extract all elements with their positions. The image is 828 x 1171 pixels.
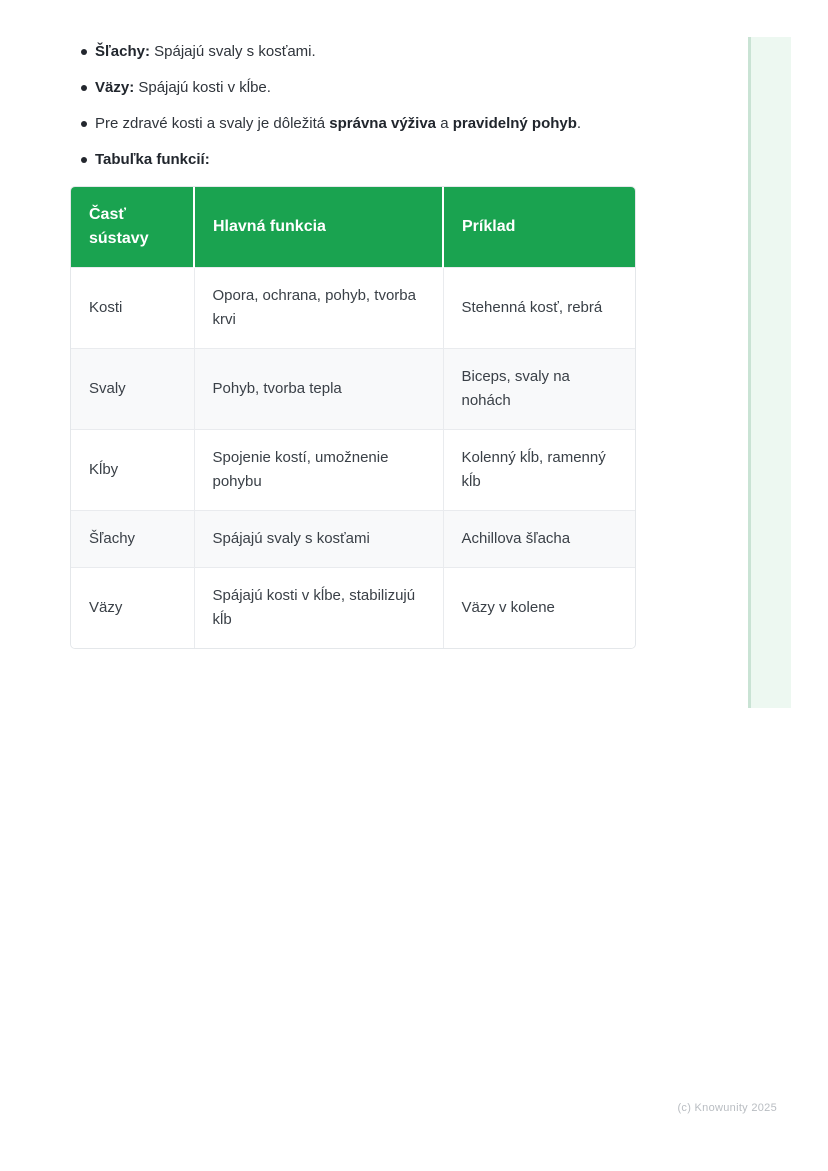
bullet-term: Šľachy: [95, 43, 150, 60]
table-cell: Opora, ochrana, pohyb, tvorba krvi [194, 268, 443, 349]
table-cell: Spájajú kosti v kĺbe, stabilizujú kĺb [194, 568, 443, 649]
bullet-text: Spájajú kosti v kĺbe. [134, 79, 271, 96]
bullet-text: . [576, 115, 582, 132]
bullet-bold-phrase: správna výživa [329, 115, 437, 132]
bullet-bold-phrase: pravidelný pohyb [452, 115, 577, 132]
bullet-dot-icon [81, 121, 87, 127]
bullet-text: Pre zdravé kosti a svaly je dôležitá [95, 115, 330, 132]
bullet-list [70, 42, 636, 170]
table-cell: Šľachy [71, 511, 194, 568]
table-cell: Kĺby [71, 430, 194, 511]
table-row [71, 349, 635, 430]
table-cell: Pohyb, tvorba tepla [194, 349, 443, 430]
table-row [71, 511, 635, 568]
table-cell: Biceps, svaly na nohách [443, 349, 635, 430]
table-header-row [71, 187, 635, 268]
page-edge-strip [748, 37, 791, 708]
bullet-dot-icon [81, 157, 87, 163]
copyright-notice: (c) Knowunity 2025 [677, 1102, 777, 1114]
bullet-text: Spájajú svaly s kosťami. [149, 43, 316, 60]
table-cell: Kosti [71, 268, 194, 349]
bullet-item [70, 114, 636, 134]
table-header-cell: Príklad [443, 187, 635, 268]
bullet-item [70, 78, 636, 98]
bullet-item [70, 42, 636, 62]
bullet-item [70, 150, 636, 170]
table-cell: Achillova šľacha [443, 511, 635, 568]
bullet-text: a [436, 115, 453, 132]
bullet-term: Väzy: [95, 79, 135, 96]
table-row [71, 430, 635, 511]
table-cell: Spájajú svaly s kosťami [194, 511, 443, 568]
table-header-cell: Hlavná funkcia [194, 187, 443, 268]
table-cell: Väzy v kolene [443, 568, 635, 649]
table-cell: Spojenie kostí, umožnenie pohybu [194, 430, 443, 511]
bullet-term: Tabuľka funkcií: [95, 151, 210, 168]
table-row [71, 568, 635, 649]
page-content [70, 42, 636, 649]
table-cell: Kolenný kĺb, ramenný kĺb [443, 430, 635, 511]
table-row [71, 268, 635, 349]
table-cell: Stehenná kosť, rebrá [443, 268, 635, 349]
table-cell: Svaly [71, 349, 194, 430]
table-header-cell: Časť sústavy [71, 187, 194, 268]
bullet-dot-icon [81, 85, 87, 91]
functions-table [71, 187, 635, 648]
table-cell: Väzy [71, 568, 194, 649]
bullet-dot-icon [81, 49, 87, 55]
functions-table-container [70, 186, 636, 649]
